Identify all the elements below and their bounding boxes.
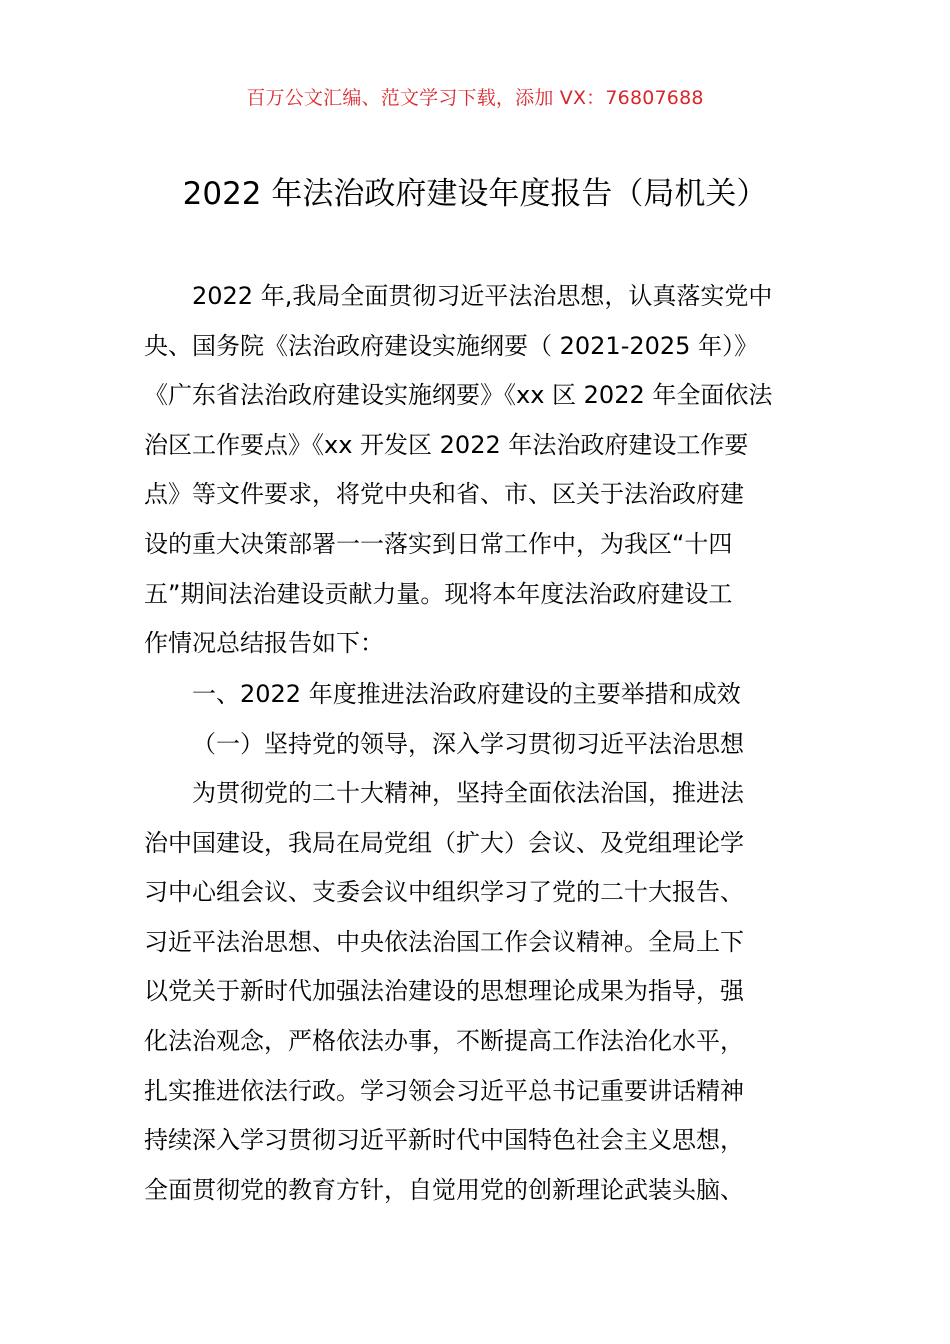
body-line: 以党关于新时代加强法治建设的思想理论成果为指导，强	[144, 977, 744, 1006]
intro-paragraph	[144, 272, 808, 669]
body-paragraph	[144, 769, 808, 1215]
intro-line: 作情况总结报告如下：	[144, 629, 384, 658]
body-line: 扎实推进依法行政。学习领会习近平总书记重要讲话精神	[144, 1076, 744, 1105]
section-heading-text: 一、2022 年度推进法治政府建设的主要举措和成效	[192, 680, 741, 708]
body-line: 治中国建设，我局在局党组（扩大）会议、及党组理论学	[144, 828, 744, 857]
intro-line: 治区工作要点》《xx 开发区 2022 年法治政府建设工作要	[144, 430, 749, 459]
intro-line: 《广东省法治政府建设实施纲要》《xx 区 2022 年全面依法	[144, 381, 773, 410]
body-line: 化法治观念，严格依法办事，不断提高工作法治化水平，	[144, 1026, 744, 1055]
subsection-heading-text: （一）坚持党的领导，深入学习贯彻习近平法治思想	[192, 730, 744, 758]
intro-line: 设的重大决策部署一一落实到日常工作中，为我区“十四	[144, 529, 733, 558]
subsection-heading	[144, 720, 808, 770]
body-line: 习中心组会议、支委会议中组织学习了党的二十大报告、	[144, 878, 744, 907]
intro-line: 央、国务院《法治政府建设实施纲要（ 2021-2025 年）》	[144, 331, 759, 360]
body-line: 习近平法治思想、中央依法治国工作会议精神。全局上下	[144, 927, 744, 956]
watermark-banner: 百万公文汇编、范文学习下载，添加 VX：76807688	[246, 87, 704, 109]
section-heading	[144, 670, 808, 720]
intro-line: 五”期间法治建设贡献力量。现将本年度法治政府建设工	[144, 579, 733, 608]
intro-line: 2022 年,我局全面贯彻习近平法治思想，认真落实党中	[192, 282, 773, 310]
intro-line: 点》等文件要求，将党中央和省、市、区关于法治政府建	[144, 480, 744, 509]
body-line: 持续深入学习贯彻习近平新时代中国特色社会主义思想，	[144, 1126, 744, 1155]
body-line: 为贯彻党的二十大精神，坚持全面依法治国，推进法	[192, 779, 744, 807]
document-title: 2022 年法治政府建设年度报告（局机关）	[182, 176, 768, 212]
body-line: 全面贯彻党的教育方针，自觉用党的创新理论武装头脑、	[144, 1175, 744, 1204]
